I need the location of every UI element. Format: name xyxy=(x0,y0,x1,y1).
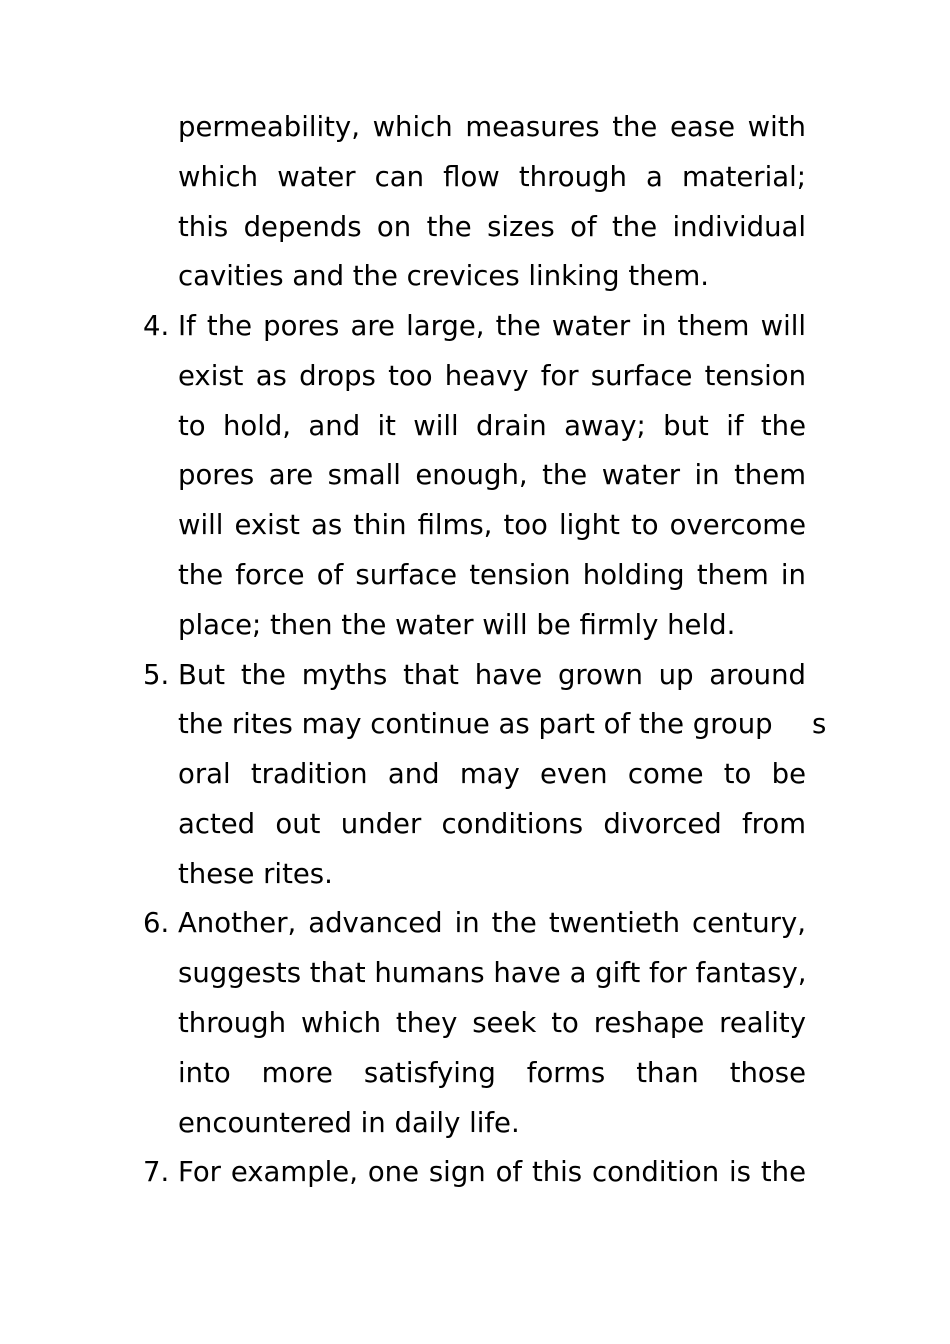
text-line: the force of surface tension holding them in xyxy=(178,559,806,591)
text-line: through which they seek to reshape reality xyxy=(178,1007,806,1039)
list-number: 4. xyxy=(143,310,170,342)
text-line: If the pores are large, the water in them will xyxy=(178,310,806,342)
text-line: the rites may continue as part of the group xyxy=(178,708,773,740)
text-line: oral tradition and may even come to be xyxy=(178,758,806,790)
text-line: this depends on the sizes of the individual xyxy=(178,211,806,243)
text-line: permeability, which measures the ease with xyxy=(178,111,806,143)
text-line: But the myths that have grown up around xyxy=(178,659,806,691)
overflow-character: s xyxy=(812,708,827,740)
text-line: which water can flow through a material; xyxy=(178,161,806,193)
text-line: acted out under conditions divorced from xyxy=(178,808,806,840)
text-line: will exist as thin films, too light to overcome xyxy=(178,509,806,541)
text-line: exist as drops too heavy for surface tension xyxy=(178,360,806,392)
text-line: suggests that humans have a gift for fantasy, xyxy=(178,957,807,989)
text-line: into more satisfying forms than those xyxy=(178,1057,806,1089)
list-number: 6. xyxy=(143,907,170,939)
text-line: encountered in daily life. xyxy=(178,1107,520,1139)
text-line: to hold, and it will drain away; but if the xyxy=(178,410,806,442)
text-line: these rites. xyxy=(178,858,333,890)
text-line: pores are small enough, the water in them xyxy=(178,459,806,491)
list-number: 7. xyxy=(143,1156,170,1188)
text-line: Another, advanced in the twentieth century, xyxy=(178,907,806,939)
text-line: For example, one sign of this condition is the xyxy=(178,1156,806,1188)
list-number: 5. xyxy=(143,659,170,691)
text-line: place; then the water will be firmly held. xyxy=(178,609,736,641)
text-line: cavities and the crevices linking them. xyxy=(178,260,709,292)
